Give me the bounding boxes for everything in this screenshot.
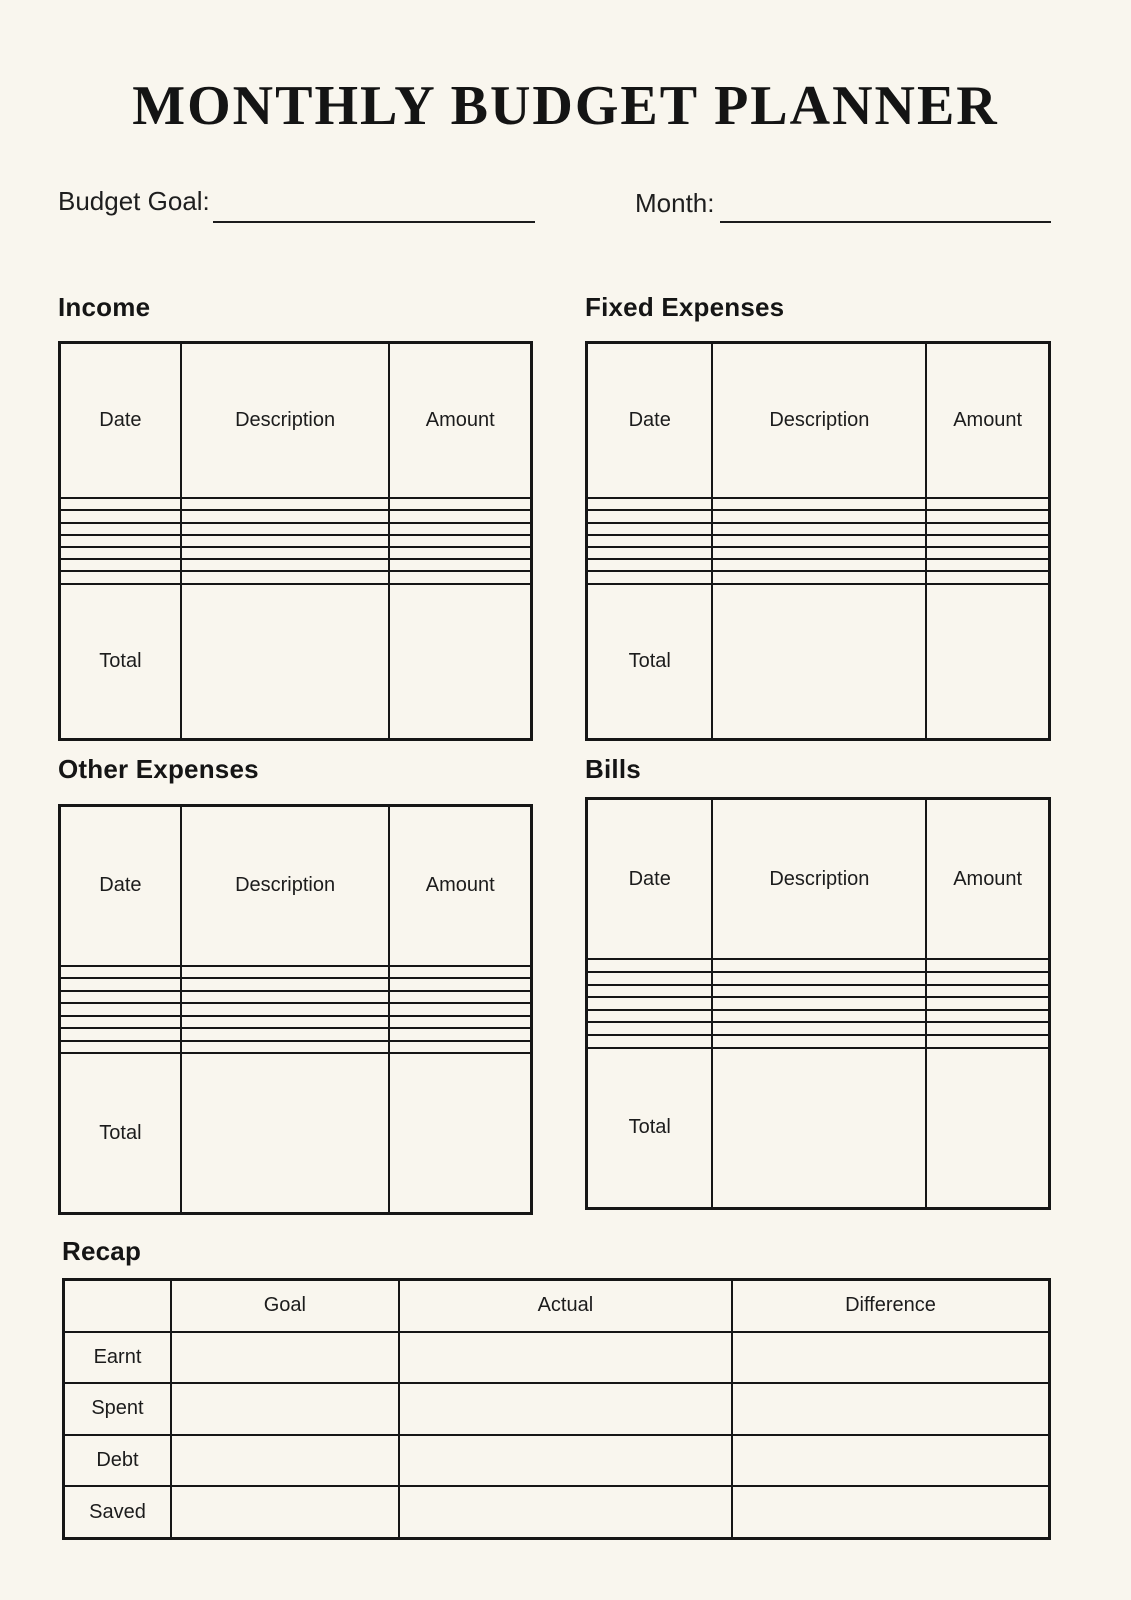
table-row — [60, 510, 532, 522]
empty-cell — [181, 1053, 390, 1213]
empty-cell — [181, 535, 390, 547]
empty-cell — [712, 584, 926, 740]
empty-cell — [587, 997, 713, 1010]
total-row — [587, 1048, 1050, 1209]
table-row — [60, 571, 532, 583]
empty-cell — [399, 1435, 732, 1486]
total-label: Total — [587, 584, 713, 740]
table-row — [587, 959, 1050, 972]
row-label: Saved — [64, 1486, 171, 1538]
table-row — [60, 991, 532, 1004]
column-header: Date — [60, 343, 181, 499]
column-header: Description — [712, 343, 926, 499]
empty-cell — [399, 1332, 732, 1383]
empty-cell — [181, 978, 390, 991]
table-row — [60, 1003, 532, 1016]
empty-cell — [399, 1383, 732, 1434]
empty-cell — [181, 991, 390, 1004]
table-row — [60, 523, 532, 535]
fixed-expenses-table — [585, 341, 1051, 741]
empty-cell — [389, 1041, 531, 1054]
empty-cell — [926, 1022, 1049, 1035]
empty-cell — [926, 559, 1049, 571]
table-row — [587, 523, 1050, 535]
table-row — [60, 498, 532, 510]
empty-cell — [926, 1048, 1049, 1209]
empty-cell — [712, 1048, 926, 1209]
empty-cell — [587, 510, 713, 522]
empty-cell — [712, 1022, 926, 1035]
empty-cell — [712, 535, 926, 547]
empty-cell — [60, 966, 181, 979]
header-row — [64, 1280, 1050, 1332]
empty-cell — [389, 978, 531, 991]
section-title-other-expenses: Other Expenses — [58, 754, 259, 784]
empty-cell — [712, 498, 926, 510]
column-header: Date — [587, 799, 713, 960]
empty-cell — [926, 510, 1049, 522]
empty-cell — [60, 547, 181, 559]
empty-cell — [181, 523, 390, 535]
empty-cell — [712, 1035, 926, 1048]
column-header: Difference — [732, 1280, 1050, 1332]
column-header: Date — [60, 806, 181, 966]
empty-cell — [181, 1028, 390, 1041]
section-fixed-expenses — [585, 292, 1051, 741]
section-bills — [585, 754, 1051, 1210]
empty-cell — [60, 1016, 181, 1029]
empty-cell — [181, 510, 390, 522]
month-label: Month: — [635, 188, 715, 218]
empty-cell — [389, 1028, 531, 1041]
empty-cell — [60, 523, 181, 535]
header-row — [60, 806, 532, 966]
total-row — [60, 584, 532, 740]
empty-cell — [587, 498, 713, 510]
section-title-recap: Recap — [62, 1236, 142, 1266]
month-underline — [720, 221, 1051, 223]
row-label: Debt — [64, 1435, 171, 1486]
column-header: Amount — [926, 343, 1049, 499]
empty-cell — [389, 584, 531, 740]
table-row — [587, 498, 1050, 510]
empty-cell — [587, 535, 713, 547]
budget-goal-label: Budget Goal: — [58, 186, 210, 216]
budget-goal-underline — [213, 221, 535, 223]
table-row — [64, 1486, 1050, 1538]
empty-cell — [926, 959, 1049, 972]
empty-cell — [712, 559, 926, 571]
empty-cell — [712, 571, 926, 583]
row-label: Spent — [64, 1383, 171, 1434]
empty-cell — [926, 972, 1049, 985]
table-row — [60, 966, 532, 979]
empty-cell — [60, 498, 181, 510]
empty-cell — [587, 985, 713, 998]
table-row — [64, 1383, 1050, 1434]
empty-cell — [389, 966, 531, 979]
table-row — [60, 547, 532, 559]
empty-cell — [181, 966, 390, 979]
empty-cell — [587, 523, 713, 535]
empty-cell — [926, 584, 1049, 740]
empty-cell — [712, 985, 926, 998]
empty-cell — [712, 1010, 926, 1023]
column-header: Description — [181, 806, 390, 966]
section-title-fixed-expenses: Fixed Expenses — [585, 292, 785, 322]
empty-cell — [389, 523, 531, 535]
total-row — [60, 1053, 532, 1213]
empty-cell — [389, 535, 531, 547]
empty-cell — [732, 1383, 1050, 1434]
empty-cell — [389, 510, 531, 522]
empty-cell — [399, 1486, 732, 1538]
table-row — [587, 997, 1050, 1010]
column-header: Goal — [171, 1280, 399, 1332]
empty-cell — [171, 1435, 399, 1486]
empty-cell — [60, 571, 181, 583]
column-header: Description — [181, 343, 390, 499]
table-row — [60, 559, 532, 571]
column-header: Description — [712, 799, 926, 960]
empty-cell — [926, 1035, 1049, 1048]
empty-cell — [60, 1028, 181, 1041]
empty-cell — [587, 1022, 713, 1035]
empty-cell — [60, 559, 181, 571]
empty-cell — [712, 959, 926, 972]
empty-cell — [389, 498, 531, 510]
empty-cell — [171, 1486, 399, 1538]
row-label: Earnt — [64, 1332, 171, 1383]
empty-cell — [389, 1016, 531, 1029]
total-label: Total — [60, 584, 181, 740]
empty-cell — [926, 547, 1049, 559]
empty-cell — [389, 991, 531, 1004]
empty-cell — [389, 571, 531, 583]
empty-cell — [60, 978, 181, 991]
column-header: Amount — [389, 343, 531, 499]
empty-cell — [389, 1003, 531, 1016]
empty-cell — [60, 535, 181, 547]
column-header: Amount — [389, 806, 531, 966]
empty-cell — [181, 498, 390, 510]
section-title-bills: Bills — [585, 754, 641, 784]
table-row — [587, 547, 1050, 559]
page-title: MONTHLY BUDGET PLANNER — [132, 75, 999, 137]
empty-cell — [60, 1003, 181, 1016]
total-label: Total — [587, 1048, 713, 1209]
table-row — [587, 559, 1050, 571]
section-recap — [62, 1236, 1051, 1540]
empty-cell — [732, 1486, 1050, 1538]
table-row — [587, 510, 1050, 522]
empty-cell — [171, 1332, 399, 1383]
table-row — [60, 1028, 532, 1041]
empty-cell — [926, 523, 1049, 535]
empty-cell — [926, 498, 1049, 510]
empty-cell — [60, 1041, 181, 1054]
table-row — [64, 1435, 1050, 1486]
table-row — [587, 985, 1050, 998]
empty-cell — [587, 559, 713, 571]
section-income — [58, 292, 533, 741]
table-row — [587, 535, 1050, 547]
table-row — [60, 1041, 532, 1054]
empty-cell — [171, 1383, 399, 1434]
empty-cell — [587, 972, 713, 985]
table-row — [587, 571, 1050, 583]
empty-cell — [732, 1435, 1050, 1486]
empty-cell — [181, 571, 390, 583]
bills-table — [585, 797, 1051, 1210]
column-header: Date — [587, 343, 713, 499]
empty-cell — [926, 535, 1049, 547]
column-header: Actual — [399, 1280, 732, 1332]
empty-cell — [181, 584, 390, 740]
empty-cell — [389, 547, 531, 559]
empty-cell — [587, 547, 713, 559]
empty-cell — [712, 523, 926, 535]
empty-cell — [926, 1010, 1049, 1023]
table-row — [64, 1332, 1050, 1383]
income-table — [58, 341, 533, 741]
empty-cell — [181, 559, 390, 571]
table-row — [587, 972, 1050, 985]
empty-cell — [181, 1041, 390, 1054]
empty-cell — [389, 1053, 531, 1213]
table-row — [60, 1016, 532, 1029]
empty-cell — [587, 1035, 713, 1048]
empty-cell — [926, 997, 1049, 1010]
empty-cell — [587, 959, 713, 972]
empty-cell — [587, 571, 713, 583]
table-row — [587, 1022, 1050, 1035]
empty-cell — [712, 997, 926, 1010]
total-label: Total — [60, 1053, 181, 1213]
empty-cell — [60, 510, 181, 522]
column-header: Amount — [926, 799, 1049, 960]
header-row — [60, 343, 532, 499]
header-row — [587, 799, 1050, 960]
empty-cell — [926, 985, 1049, 998]
table-row — [60, 978, 532, 991]
empty-cell — [926, 571, 1049, 583]
total-row — [587, 584, 1050, 740]
column-header — [64, 1280, 171, 1332]
empty-cell — [712, 510, 926, 522]
table-row — [60, 535, 532, 547]
empty-cell — [389, 559, 531, 571]
empty-cell — [712, 547, 926, 559]
empty-cell — [181, 1016, 390, 1029]
other-expenses-table — [58, 804, 533, 1215]
recap-table — [62, 1278, 1051, 1540]
section-title-income: Income — [58, 292, 151, 322]
empty-cell — [732, 1332, 1050, 1383]
table-row — [587, 1010, 1050, 1023]
empty-cell — [181, 1003, 390, 1016]
empty-cell — [60, 991, 181, 1004]
empty-cell — [712, 972, 926, 985]
table-row — [587, 1035, 1050, 1048]
section-other-expenses — [58, 754, 533, 1215]
header-row — [587, 343, 1050, 499]
empty-cell — [181, 547, 390, 559]
empty-cell — [587, 1010, 713, 1023]
